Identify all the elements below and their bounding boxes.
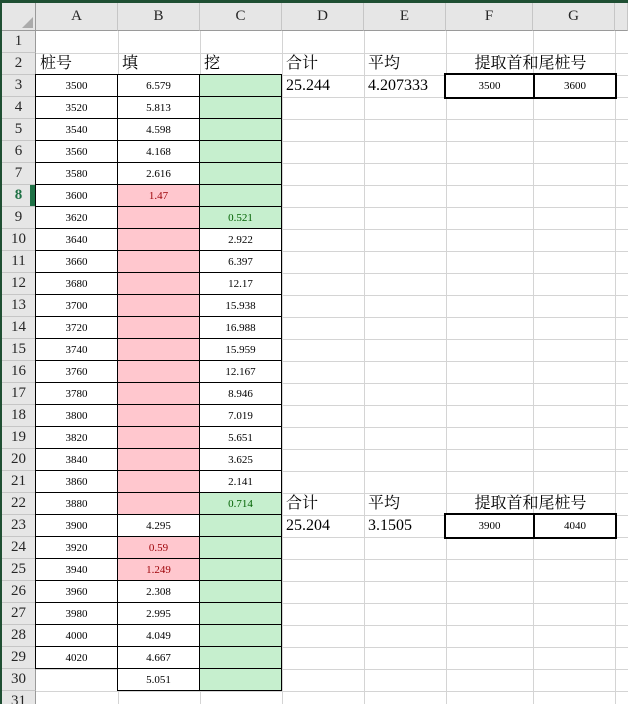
cell-E3[interactable]: 4.207333 xyxy=(368,77,428,94)
cell-B2[interactable]: 填 xyxy=(122,55,139,72)
cell-C11[interactable]: 6.397 xyxy=(199,250,282,273)
col-header-G[interactable]: G xyxy=(533,3,615,31)
cell-C8[interactable] xyxy=(199,184,282,207)
cell-B18[interactable] xyxy=(117,404,200,427)
cell-B28[interactable]: 4.049 xyxy=(117,624,200,647)
cell-B10[interactable] xyxy=(117,228,200,251)
cell-FG2[interactable]: 提取首和尾桩号 xyxy=(474,55,587,72)
cell-C13[interactable]: 15.938 xyxy=(199,294,282,317)
cell-A11[interactable]: 3660 xyxy=(35,250,118,273)
row-header-4[interactable]: 4 xyxy=(2,97,36,119)
cell-C23[interactable] xyxy=(199,514,282,537)
cell-D3[interactable]: 25.244 xyxy=(286,77,330,94)
cell-B19[interactable] xyxy=(117,426,200,449)
cell-B9[interactable] xyxy=(117,206,200,229)
cell-A4[interactable]: 3520 xyxy=(35,96,118,119)
row-header-29[interactable]: 29 xyxy=(2,647,36,669)
cell-F23[interactable]: 3900 xyxy=(444,513,535,539)
row-header-22[interactable]: 22 xyxy=(2,493,36,515)
cell-A21[interactable]: 3860 xyxy=(35,470,118,493)
row-header-20[interactable]: 20 xyxy=(2,449,36,471)
col-header-A[interactable]: A xyxy=(36,3,118,31)
cell-A9[interactable]: 3620 xyxy=(35,206,118,229)
cell-B24[interactable]: 0.59 xyxy=(117,536,200,559)
cell-C18[interactable]: 7.019 xyxy=(199,404,282,427)
select-all-corner[interactable] xyxy=(2,3,36,31)
cell-B5[interactable]: 4.598 xyxy=(117,118,200,141)
cell-B30[interactable]: 5.051 xyxy=(117,668,200,691)
cell-B23[interactable]: 4.295 xyxy=(117,514,200,537)
cell-B27[interactable]: 2.995 xyxy=(117,602,200,625)
row-header-10[interactable]: 10 xyxy=(2,229,36,251)
cell-D22[interactable]: 合计 xyxy=(286,495,319,512)
row-header-26[interactable]: 26 xyxy=(2,581,36,603)
cell-B8[interactable]: 1.47 xyxy=(117,184,200,207)
cell-B26[interactable]: 2.308 xyxy=(117,580,200,603)
cell-B15[interactable] xyxy=(117,338,200,361)
cell-E22[interactable]: 平均 xyxy=(368,495,401,512)
cell-C30[interactable] xyxy=(199,668,282,691)
cell-B16[interactable] xyxy=(117,360,200,383)
cell-C24[interactable] xyxy=(199,536,282,559)
row-header-9[interactable]: 9 xyxy=(2,207,36,229)
cell-B4[interactable]: 5.813 xyxy=(117,96,200,119)
row-header-1[interactable]: 1 xyxy=(2,31,36,53)
cell-B12[interactable] xyxy=(117,272,200,295)
cell-C26[interactable] xyxy=(199,580,282,603)
col-header-F[interactable]: F xyxy=(446,3,533,31)
cell-A6[interactable]: 3560 xyxy=(35,140,118,163)
cell-A26[interactable]: 3960 xyxy=(35,580,118,603)
row-header-11[interactable]: 11 xyxy=(2,251,36,273)
col-header-partial[interactable] xyxy=(615,3,628,31)
row-header-2[interactable]: 2 xyxy=(2,53,36,75)
cell-A29[interactable]: 4020 xyxy=(35,646,118,669)
cell-C5[interactable] xyxy=(199,118,282,141)
row-header-24[interactable]: 24 xyxy=(2,537,36,559)
cell-B6[interactable]: 4.168 xyxy=(117,140,200,163)
cell-B20[interactable] xyxy=(117,448,200,471)
row-header-18[interactable]: 18 xyxy=(2,405,36,427)
col-header-C[interactable]: C xyxy=(200,3,282,31)
gridline xyxy=(36,691,628,692)
cell-G23[interactable]: 4040 xyxy=(535,513,617,539)
cell-A5[interactable]: 3540 xyxy=(35,118,118,141)
cell-B25[interactable]: 1.249 xyxy=(117,558,200,581)
row-header-12[interactable]: 12 xyxy=(2,273,36,295)
cell-C25[interactable] xyxy=(199,558,282,581)
cell-A25[interactable]: 3940 xyxy=(35,558,118,581)
cell-A24[interactable]: 3920 xyxy=(35,536,118,559)
row-header-23[interactable]: 23 xyxy=(2,515,36,537)
gridline xyxy=(615,31,616,704)
row-header-7[interactable]: 7 xyxy=(2,163,36,185)
col-header-D[interactable]: D xyxy=(282,3,364,31)
cell-C12[interactable]: 12.17 xyxy=(199,272,282,295)
cell-A7[interactable]: 3580 xyxy=(35,162,118,185)
cell-B17[interactable] xyxy=(117,382,200,405)
row-header-21[interactable]: 21 xyxy=(2,471,36,493)
cell-A17[interactable]: 3780 xyxy=(35,382,118,405)
row-header-16[interactable]: 16 xyxy=(2,361,36,383)
row-header-28[interactable]: 28 xyxy=(2,625,36,647)
cell-C28[interactable] xyxy=(199,624,282,647)
cell-E23[interactable]: 3.1505 xyxy=(368,517,412,534)
cell-B29[interactable]: 4.667 xyxy=(117,646,200,669)
cell-A14[interactable]: 3720 xyxy=(35,316,118,339)
cell-A20[interactable]: 3840 xyxy=(35,448,118,471)
row-header-17[interactable]: 17 xyxy=(2,383,36,405)
cell-C7[interactable] xyxy=(199,162,282,185)
row-header-5[interactable]: 5 xyxy=(2,119,36,141)
row-header-15[interactable]: 15 xyxy=(2,339,36,361)
row-header-3[interactable]: 3 xyxy=(2,75,36,97)
cell-B22[interactable] xyxy=(117,492,200,515)
cell-C29[interactable] xyxy=(199,646,282,669)
cell-C20[interactable]: 3.625 xyxy=(199,448,282,471)
cell-C17[interactable]: 8.946 xyxy=(199,382,282,405)
cell-A13[interactable]: 3700 xyxy=(35,294,118,317)
cell-A15[interactable]: 3740 xyxy=(35,338,118,361)
gridline xyxy=(533,31,534,704)
cell-C3[interactable] xyxy=(199,74,282,97)
cell-A28[interactable]: 4000 xyxy=(35,624,118,647)
cell-A16[interactable]: 3760 xyxy=(35,360,118,383)
cell-C15[interactable]: 15.959 xyxy=(199,338,282,361)
cell-A2[interactable]: 桩号 xyxy=(40,55,73,72)
cell-A8[interactable]: 3600 xyxy=(35,184,118,207)
cell-E2[interactable]: 平均 xyxy=(368,55,401,72)
cell-A12[interactable]: 3680 xyxy=(35,272,118,295)
cell-B7[interactable]: 2.616 xyxy=(117,162,200,185)
row-header-27[interactable]: 27 xyxy=(2,603,36,625)
cell-A3[interactable]: 3500 xyxy=(35,74,118,97)
cell-C21[interactable]: 2.141 xyxy=(199,470,282,493)
cell-B21[interactable] xyxy=(117,470,200,493)
cell-G3[interactable]: 3600 xyxy=(535,73,617,99)
cell-FG22[interactable]: 提取首和尾桩号 xyxy=(474,495,587,512)
cell-C27[interactable] xyxy=(199,602,282,625)
cell-C22[interactable]: 0.714 xyxy=(199,492,282,515)
row-header-14[interactable]: 14 xyxy=(2,317,36,339)
gridline xyxy=(282,31,283,704)
cell-B13[interactable] xyxy=(117,294,200,317)
cell-C16[interactable]: 12.167 xyxy=(199,360,282,383)
gridline xyxy=(446,31,447,704)
cell-C4[interactable] xyxy=(199,96,282,119)
cell-C19[interactable]: 5.651 xyxy=(199,426,282,449)
cell-C9[interactable]: 0.521 xyxy=(199,206,282,229)
cell-D23[interactable]: 25.204 xyxy=(286,517,330,534)
cell-A23[interactable]: 3900 xyxy=(35,514,118,537)
cell-A22[interactable]: 3880 xyxy=(35,492,118,515)
cell-A18[interactable]: 3800 xyxy=(35,404,118,427)
cell-B14[interactable] xyxy=(117,316,200,339)
cell-A19[interactable]: 3820 xyxy=(35,426,118,449)
row-header-19[interactable]: 19 xyxy=(2,427,36,449)
row-header-25[interactable]: 25 xyxy=(2,559,36,581)
cell-C2[interactable]: 挖 xyxy=(204,55,221,72)
cell-B3[interactable]: 6.579 xyxy=(117,74,200,97)
cell-C6[interactable] xyxy=(199,140,282,163)
gridline xyxy=(364,31,365,704)
cell-A27[interactable]: 3980 xyxy=(35,602,118,625)
col-header-E[interactable]: E xyxy=(364,3,446,31)
row-header-8[interactable]: 8 xyxy=(2,185,36,207)
row-header-31[interactable]: 31 xyxy=(2,691,36,704)
cell-A10[interactable]: 3640 xyxy=(35,228,118,251)
cell-B11[interactable] xyxy=(117,250,200,273)
cell-D2[interactable]: 合计 xyxy=(286,55,319,72)
cell-F3[interactable]: 3500 xyxy=(444,73,535,99)
cell-C10[interactable]: 2.922 xyxy=(199,228,282,251)
cell-C14[interactable]: 16.988 xyxy=(199,316,282,339)
col-header-B[interactable]: B xyxy=(118,3,200,31)
row-header-13[interactable]: 13 xyxy=(2,295,36,317)
select-all-triangle-icon xyxy=(22,17,33,28)
row-header-30[interactable]: 30 xyxy=(2,669,36,691)
row-header-6[interactable]: 6 xyxy=(2,141,36,163)
